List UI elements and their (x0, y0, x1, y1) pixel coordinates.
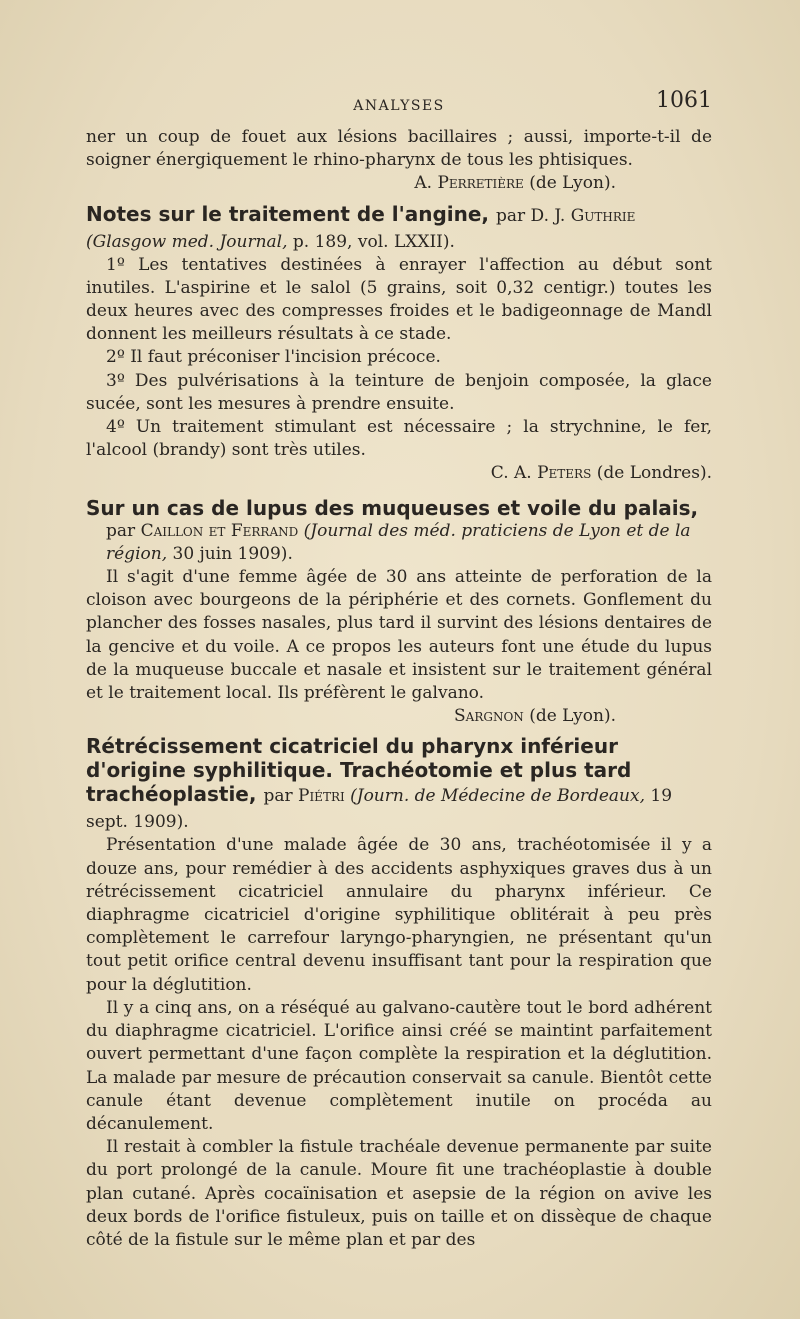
page-content (86, 86, 712, 1254)
author-place: (de Lyon). (529, 173, 616, 194)
article-title-text: Rétrécissement cicatriciel du pharynx inférieur d'origine syphilitique. Trachéotomie et plus tard trachéoplastie, (86, 734, 632, 807)
byline-source: (Glasgow med. Journal, (86, 231, 288, 252)
byline-details: 30 juin 1909). (172, 543, 293, 564)
author-name: Sargnon (454, 706, 524, 727)
byline-author: Guthrie (570, 205, 636, 226)
article-signature (86, 462, 712, 485)
author-place: (de Lyon). (529, 706, 616, 727)
byline-by: par (106, 520, 136, 541)
byline-source: (Journal des méd. praticiens de Lyon et de la région, (106, 520, 691, 564)
article-paragraph: Il s'agit d'une femme âgée de 30 ans atteinte de perforation de la cloison avec bourgeons de la périphérie et des cornets. Gonflement du plancher des fosses nasales, plus tard il survint des lésions dentaires de la gencive et du voile. A ce propos les auteurs font une étude du lupus de la muqueuse buccale et nasale et insistent sur le traitement général et le traitement local. Ils préfèrent le galvano. (86, 567, 712, 704)
byline-author: Caillon et Ferrand (140, 520, 299, 541)
page-number: 1061 (656, 88, 712, 113)
byline-author: Piétri (298, 786, 345, 807)
author-place: (de Londres). (596, 463, 712, 484)
article-title (86, 202, 712, 254)
article-retrecissement (86, 734, 712, 1252)
article-byline (86, 520, 712, 566)
article-title (86, 734, 712, 834)
article-paragraph: 3º Des pulvérisations à la teinture de benjoin composée, la glace sucée, sont les mesures à prendre ensuite. (86, 370, 712, 414)
page-header (86, 86, 712, 126)
byline-source: (Journ. de Médecine de Bordeaux, (350, 786, 645, 807)
byline-details: p. 189, vol. LXXII). (292, 231, 455, 252)
article-paragraph: Il restait à combler la fistule trachéale devenue permanente par suite du port prolongé de la canule. Moure fit une trachéoplastie à double plan cutané. Après cocaïnisation et asepsie de la région on avive les deux bords de l'orifice fistuleux, puis on taille et on dissèque de chaque côté de la fistule sur le même plan et par des (86, 1137, 712, 1250)
article-angine (86, 202, 712, 486)
article-paragraph: 4º Un traitement stimulant est nécessaire ; la strychnine, le fer, l'alcool (brandy) sont très utiles. (86, 417, 712, 461)
article-title (86, 496, 712, 520)
article-paragraph: Présentation d'une malade âgée de 30 ans, trachéotomisée il y a douze ans, pour remédier à des accidents asphyxiques graves dus à un rétrécissement cicatriciel annulaire du pharynx inférieur. Ce diaphragme cicatriciel d'origine syphilitique oblitérait à peu près complètement le carrefour laryngo-pharyngien, ne présentant qu'un tout petit orifice central devenu insuffisant tant pour la respiration que pour la déglutition. (86, 835, 712, 995)
byline-by: par D. J. (496, 205, 566, 226)
article-title-text: Notes sur le traitement de l'angine, (86, 201, 490, 226)
article-signature (86, 705, 712, 728)
byline-by: par (263, 786, 293, 807)
intro-paragraph: ner un coup de fouet aux lésions bacillaires ; aussi, importe-t-il de soigner énergiquement le rhino-pharynx de tous les phtisiques. (86, 127, 712, 171)
running-head: ANALYSES (353, 98, 445, 114)
article-lupus (86, 496, 712, 729)
intro-signature (86, 172, 712, 195)
author-name: A. Perretière (414, 173, 524, 194)
author-name: C. A. Peters (490, 463, 592, 484)
article-paragraph: 2º Il faut préconiser l'incision précoce. (106, 347, 441, 368)
article-title-text: Sur un cas de lupus des muqueuses et voile du palais, (86, 495, 699, 520)
byline-details: 19 sept. 1909). (86, 786, 673, 833)
article-paragraph: 1º Les tentatives destinées à enrayer l'affection au début sont inutiles. L'aspirine et le salol (5 grains, soit 0,32 centigr.) toutes les deux heures avec des compresses froides et le badigeonnage de Mandl donnent les meilleurs résultats à ce stade. (86, 254, 712, 345)
article-paragraph: Il y a cinq ans, on a réséqué au galvano-cautère tout le bord adhérent du diaphragme cicatriciel. L'orifice ainsi créé se maintint parfaitement ouvert permettant d'une façon complète la respiration et la déglutition. La malade par mesure de précaution conservait sa canule. Bientôt cette canule étant devenue complètement inutile on procéda au décanulement. (86, 997, 712, 1134)
